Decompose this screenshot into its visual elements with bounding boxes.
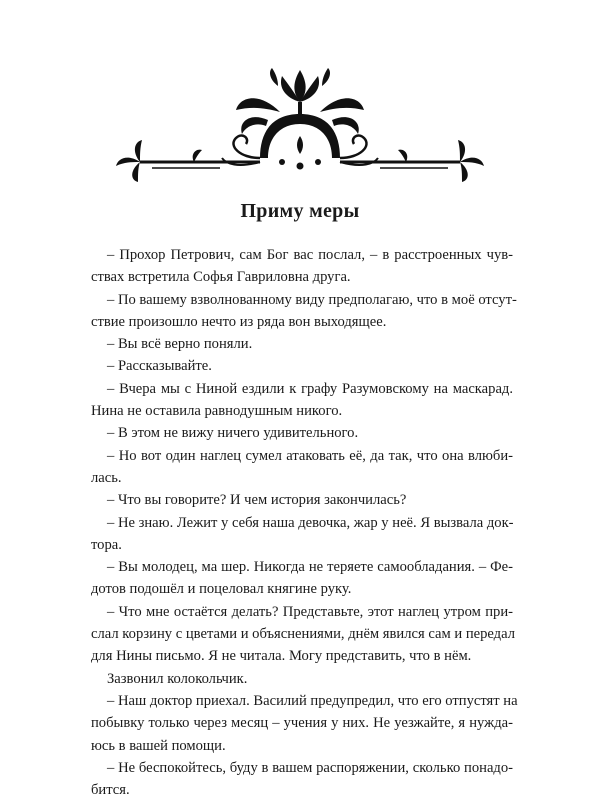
text-line: – Вы всё верно поняли. [107, 336, 253, 353]
text-line: Нина не оставила равнодушным никого. [91, 403, 343, 420]
chapter-body [91, 244, 518, 801]
text-line: – Не знаю. Лежит у себя наша девочка, жар у неё. Я вызвала док- [107, 514, 514, 531]
text-line: – В этом не вижу ничего удивительного. [107, 425, 359, 442]
text-line: дотов подошёл и поцеловал княгине руку. [91, 581, 352, 598]
floral-vignette-icon [110, 62, 490, 192]
text-line: ствие произошло нечто из ряда вон выходящее. [91, 313, 387, 330]
text-line: – Что вы говорите? И чем история закончилась? [107, 492, 407, 509]
text-line: – Что мне остаётся делать? Представьте, этот наглец утром при- [107, 603, 513, 620]
text-line: – Но вот один наглец сумел атаковать её, да так, что она влюби- [107, 447, 513, 464]
text-line: побывку только через месяц – учения у них. Не уезжайте, я нужда- [91, 715, 513, 732]
text-line: – Не беспокойтесь, буду в вашем распоряжении, сколько понадо- [107, 759, 513, 776]
text-line: для Нины письмо. Я не читала. Могу представить, что в нём. [91, 648, 472, 665]
text-line: слал корзину с цветами и объяснениями, днём явился сам и передал [91, 626, 515, 643]
text-line: – Вы молодец, ма шер. Никогда не теряете самообладания. – Фе- [107, 559, 513, 576]
text-line: Зазвонил колокольчик. [107, 670, 248, 687]
chapter-title: Приму меры [240, 200, 360, 222]
text-line: – Прохор Петрович, сам Бог вас послал, – в расстроенных чув- [107, 247, 513, 263]
text-line: – Рассказывайте. [107, 358, 212, 375]
text-line: бится. [91, 782, 130, 799]
text-line: лась. [91, 469, 122, 486]
text-line: – По вашему взволнованному виду предполагаю, что в моё отсут- [107, 291, 517, 308]
text-line: юсь в вашей помощи. [91, 737, 226, 754]
text-line: ствах встретила Софья Гавриловна друга. [91, 269, 351, 286]
text-line: – Наш доктор приехал. Василий предупредил, что его отпустят на [107, 692, 518, 709]
text-line: тора. [91, 536, 122, 553]
text-line: – Вчера мы с Ниной ездили к графу Разумовскому на маскарад. [107, 380, 513, 397]
